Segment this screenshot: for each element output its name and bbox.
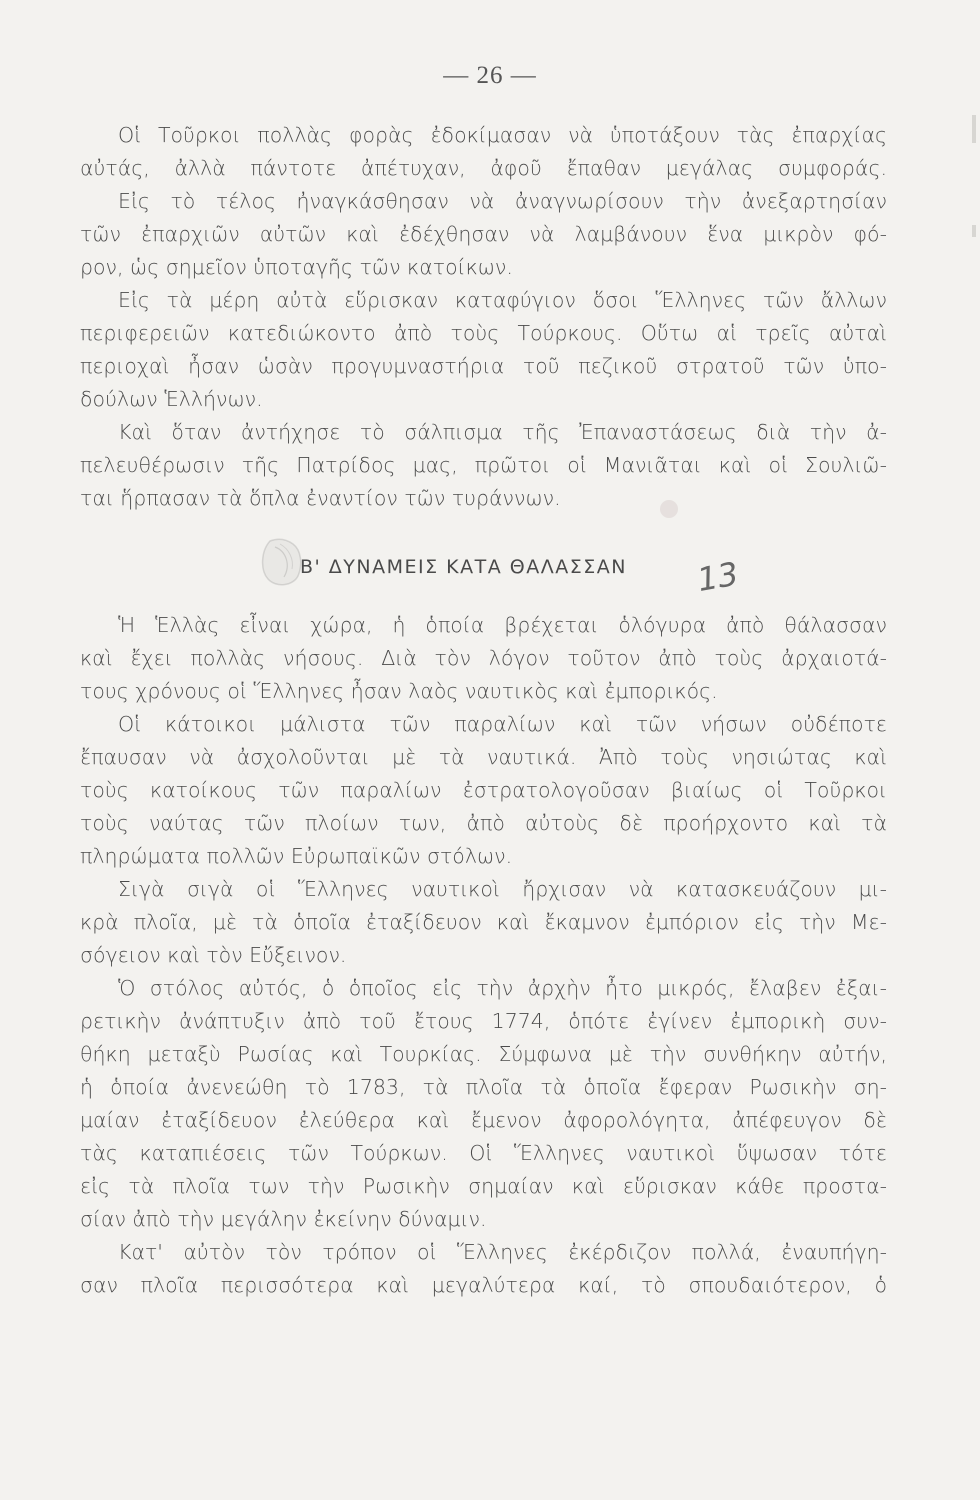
library-stamp-icon (258, 536, 306, 590)
text-line: ρον, ὡς σημεῖον ὑποταγῆς τῶν κατοίκων. (80, 255, 513, 279)
text-line: περιοχαὶ ἦσαν ὡσὰν προγυμναστήρια τοῦ πεζικοῦ στρατοῦ τῶν ὑπο- (80, 354, 887, 378)
page-edge-mark (972, 225, 976, 237)
text-line: Ὁ στόλος αὐτός, ὁ ὁποῖος εἰς τὴν ἀρχὴν ἦτο μικρός, ἔλαβεν ἐξαι- (118, 976, 887, 1000)
handwritten-page-mark (692, 548, 772, 606)
text-line: σόγειον καὶ τὸν Εὔξεινον. (80, 943, 347, 967)
text-line: τους χρόνους οἱ Ἕλληνες ἦσαν λαὸς ναυτικὸς καὶ ἐμπορικός. (80, 679, 718, 703)
text-line: σίαν ἀπὸ τὴν μεγάλην ἐκείνην δύναμιν. (80, 1207, 487, 1231)
handwritten-mark-text: 13 (694, 554, 742, 600)
text-line: Εἰς τὰ μέρη αὐτὰ εὕρισκαν καταφύγιον ὅσοι Ἕλληνες τῶν ἄλλων (118, 288, 887, 312)
body-text-before-heading (80, 119, 887, 515)
text-line: εἰς τὰ πλοῖα των τὴν Ρωσικὴν σημαίαν καὶ εὕρισκαν κάθε προστα- (80, 1174, 887, 1198)
text-line: περιφερειῶν κατεδιώκοντο ἀπὸ τοὺς Τούρκους. Οὕτω αἱ τρεῖς αὐταὶ (80, 321, 887, 345)
body-text-after-heading (80, 609, 887, 1302)
text-line: ἔπαυσαν νὰ ἀσχολοῦνται μὲ τὰ ναυτικά. Ἀπὸ τοὺς νησιώτας καὶ (80, 745, 887, 769)
text-line: ται ἥρπασαν τὰ ὅπλα ἐναντίον τῶν τυράννων. (80, 486, 561, 510)
text-line: Σιγὰ σιγὰ οἱ Ἕλληνες ναυτικοὶ ἤρχισαν νὰ κατασκευάζουν μι- (118, 877, 887, 901)
text-line: μαίαν ἐταξίδευον ἐλεύθερα καὶ ἔμενον ἀφορολόγητα, ἀπέφευγον δὲ (80, 1108, 887, 1132)
text-line: ρετικὴν ἀνάπτυξιν ἀπὸ τοῦ ἔτους 1774, ὁπότε ἐγίνεν ἐμπορικὴ συν- (80, 1009, 887, 1033)
text-line: Οἱ κάτοικοι μάλιστα τῶν παραλίων καὶ τῶν νήσων οὐδέποτε (118, 712, 887, 736)
section-heading: Β' ΔΥΝΑΜΕΙΣ ΚΑΤΑ ΘΑΛΑΣΣΑΝ (300, 556, 627, 578)
text-line: καὶ ἔχει πολλὰς νήσους. Διὰ τὸν λόγον τοῦτον ἀπὸ τοὺς ἀρχαιοτά- (80, 646, 887, 670)
text-line: αὐτάς, ἀλλὰ πάντοτε ἀπέτυχαν, ἀφοῦ ἔπαθαν μεγάλας συμφοράς. (80, 156, 887, 180)
text-line: πελευθέρωσιν τῆς Πατρίδος μας, πρῶτοι οἱ Μανιᾶται καὶ οἱ Σουλιῶ- (80, 453, 887, 477)
text-line: Κατ' αὐτὸν τὸν τρόπον οἱ Ἕλληνες ἐκέρδιζον πολλά, ἐναυπήγη- (118, 1240, 887, 1264)
paper-speck (660, 500, 678, 518)
text-line: Ἡ Ἑλλὰς εἶναι χώρα, ἡ ὁποία βρέχεται ὁλόγυρα ἀπὸ θάλασσαν (118, 613, 887, 637)
text-line: τοὺς ναύτας τῶν πλοίων των, ἀπὸ αὐτοὺς δὲ προήρχοντο καὶ τὰ (80, 811, 887, 835)
text-line: σαν πλοῖα περισσότερα καὶ μεγαλύτερα καί, τὸ σπουδαιότερον, ὁ (80, 1273, 887, 1297)
text-line: τῶν ἐπαρχιῶν αὐτῶν καὶ ἐδέχθησαν νὰ λαμβάνουν ἕνα μικρὸν φό- (80, 222, 887, 246)
text-line: Οἱ Τοῦρκοι πολλὰς φορὰς ἐδοκίμασαν νὰ ὑποτάξουν τὰς ἐπαρχίας (118, 123, 887, 147)
text-line: Καὶ ὅταν ἀντήχησε τὸ σάλπισμα τῆς Ἐπαναστάσεως διὰ τὴν ἀ- (118, 420, 887, 444)
text-line: τοὺς κατοίκους τῶν παραλίων ἐστρατολογοῦσαν βιαίως οἱ Τοῦρκοι (80, 778, 887, 802)
text-line: θήκη μεταξὺ Ρωσίας καὶ Τουρκίας. Σύμφωνα μὲ τὴν συνθήκην αὐτήν, (80, 1042, 887, 1066)
text-line: πληρώματα πολλῶν Εὐρωπαϊκῶν στόλων. (80, 844, 513, 868)
page-number: — 26 — (443, 62, 537, 89)
text-line: ἡ ὁποία ἀνενεώθη τὸ 1783, τὰ πλοῖα τὰ ὁποῖα ἔφεραν Ρωσικὴν ση- (80, 1075, 887, 1099)
text-line: τὰς καταπιέσεις τῶν Τούρκων. Οἱ Ἕλληνες ναυτικοὶ ὕψωσαν τότε (80, 1141, 887, 1165)
text-line: Εἰς τὸ τέλος ἠναγκάσθησαν νὰ ἀναγνωρίσουν τὴν ἀνεξαρτησίαν (118, 189, 887, 213)
text-line: δούλων Ἑλλήνων. (80, 387, 263, 411)
page-edge-mark (972, 115, 976, 143)
text-line: κρὰ πλοῖα, μὲ τὰ ὁποῖα ἐταξίδευον καὶ ἔκαμνον ἐμπόριον εἰς τὴν Με- (80, 910, 887, 934)
